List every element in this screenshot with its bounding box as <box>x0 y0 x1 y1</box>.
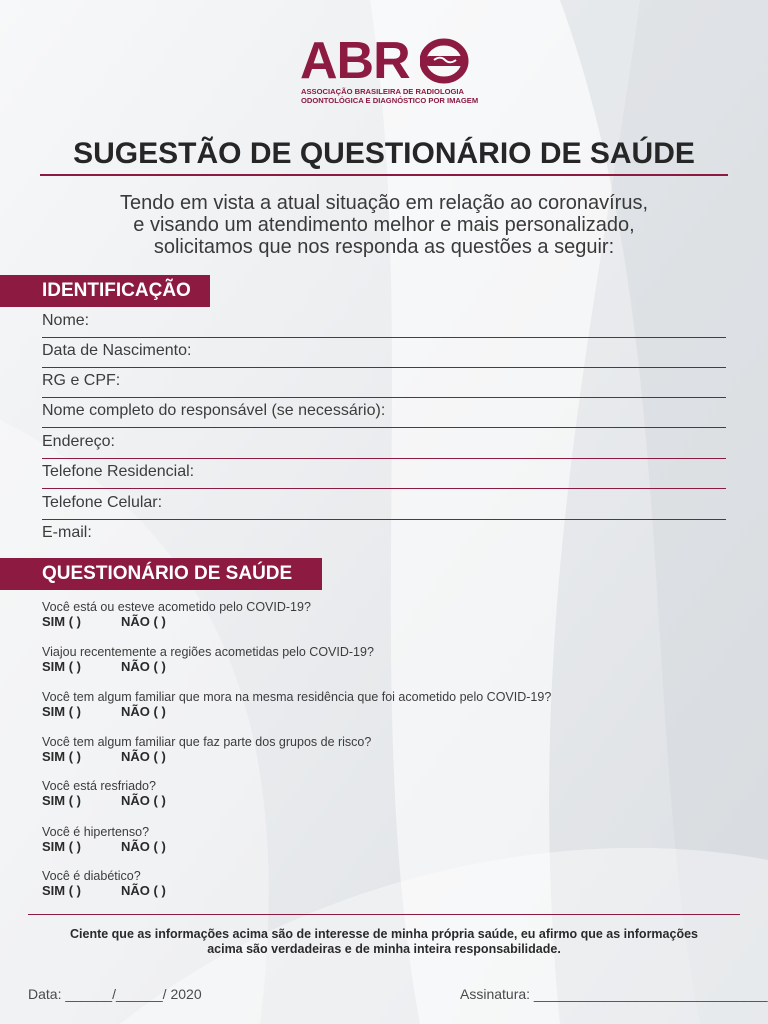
question-item <box>42 869 722 903</box>
field-label: Telefone Celular: <box>42 494 163 511</box>
intro-line-2: e visando um atendimento melhor e mais personalizado, <box>133 214 635 236</box>
intro-paragraph <box>60 192 708 258</box>
logo-subtitle-line-2: ODONTOLÓGICA E DIAGNÓSTICO POR IMAGEM <box>301 96 479 105</box>
answer-yes-checkbox[interactable]: SIM ( ) <box>42 793 81 808</box>
question-item <box>42 779 722 813</box>
question-text: Você é diabético? <box>42 869 141 883</box>
answer-yes-checkbox[interactable]: SIM ( ) <box>42 659 81 674</box>
answer-no-checkbox[interactable]: NÃO ( ) <box>121 883 166 898</box>
page-title: SUGESTÃO DE QUESTIONÁRIO DE SAÚDE <box>73 137 695 170</box>
logo-subtitle <box>301 87 481 105</box>
date-field[interactable]: Data: ______/______/ 2020 <box>28 986 202 1002</box>
question-text: Você tem algum familiar que mora na mesma residência que foi acometido pelo COVID-19? <box>42 690 552 704</box>
question-item <box>42 600 722 634</box>
question-item <box>42 825 722 859</box>
field-label: Nome completo do responsável (se necessário): <box>42 402 386 419</box>
field-label: RG e CPF: <box>42 372 121 389</box>
answer-yes-checkbox[interactable]: SIM ( ) <box>42 749 81 764</box>
abro-logo <box>300 32 479 108</box>
question-text: Você tem algum familiar que faz parte dos grupos de risco? <box>42 735 372 749</box>
field-telefone-residencial[interactable] <box>42 459 726 489</box>
title-divider <box>40 174 728 176</box>
field-rg-cpf[interactable] <box>42 368 726 398</box>
answer-yes-checkbox[interactable]: SIM ( ) <box>42 704 81 719</box>
question-text: Você está ou esteve acometido pelo COVID-19? <box>42 600 311 614</box>
field-email[interactable] <box>42 520 726 550</box>
logo-wordmark: ABR <box>300 32 410 90</box>
answer-no-checkbox[interactable]: NÃO ( ) <box>121 793 166 808</box>
field-nome[interactable] <box>42 308 726 338</box>
field-telefone-celular[interactable] <box>42 490 726 520</box>
logo-subtitle-line-1: ASSOCIAÇÃO BRASILEIRA DE RADIOLOGIA <box>301 87 464 96</box>
field-label: Telefone Residencial: <box>42 463 195 480</box>
field-underline <box>42 427 726 428</box>
question-item <box>42 645 722 679</box>
declaration-line-2: acima são verdadeiras e de minha inteira responsabilidade. <box>207 942 561 956</box>
field-label: Endereço: <box>42 433 115 450</box>
field-data-nascimento[interactable] <box>42 338 726 368</box>
section-heading-identificacao: IDENTIFICAÇÃO <box>0 275 210 307</box>
answer-no-checkbox[interactable]: NÃO ( ) <box>121 659 166 674</box>
question-item <box>42 735 722 769</box>
intro-line-3: solicitamos que nos responda as questões a seguir: <box>153 236 615 258</box>
answer-yes-checkbox[interactable]: SIM ( ) <box>42 883 81 898</box>
logo-handshake-icon <box>420 38 470 84</box>
answer-yes-checkbox[interactable]: SIM ( ) <box>42 614 81 629</box>
question-text: Você está resfriado? <box>42 779 156 793</box>
answer-no-checkbox[interactable]: NÃO ( ) <box>121 839 166 854</box>
question-text: Viajou recentemente a regiões acometidas pelo COVID-19? <box>42 645 374 659</box>
field-underline <box>42 488 726 489</box>
declaration-divider <box>28 914 740 915</box>
signature-field[interactable]: Assinatura: ______________________________ <box>460 986 768 1002</box>
question-item <box>42 690 722 724</box>
answer-no-checkbox[interactable]: NÃO ( ) <box>121 704 166 719</box>
intro-line-1: Tendo em vista a atual situação em relação ao coronavírus, <box>119 192 649 214</box>
field-label: Data de Nascimento: <box>42 342 192 359</box>
declaration-text <box>28 927 740 957</box>
question-text: Você é hipertenso? <box>42 825 150 839</box>
answer-yes-checkbox[interactable]: SIM ( ) <box>42 839 81 854</box>
answer-no-checkbox[interactable]: NÃO ( ) <box>121 614 166 629</box>
field-endereco[interactable] <box>42 429 726 459</box>
declaration-line-1: Ciente que as informações acima são de interesse de minha própria saúde, eu afirmo que as informações <box>70 927 698 941</box>
field-label: Nome: <box>42 312 90 329</box>
section-heading-questionario: QUESTIONÁRIO DE SAÚDE <box>0 558 322 590</box>
field-label: E-mail: <box>42 524 92 541</box>
field-nome-responsavel[interactable] <box>42 398 726 428</box>
answer-no-checkbox[interactable]: NÃO ( ) <box>121 749 166 764</box>
